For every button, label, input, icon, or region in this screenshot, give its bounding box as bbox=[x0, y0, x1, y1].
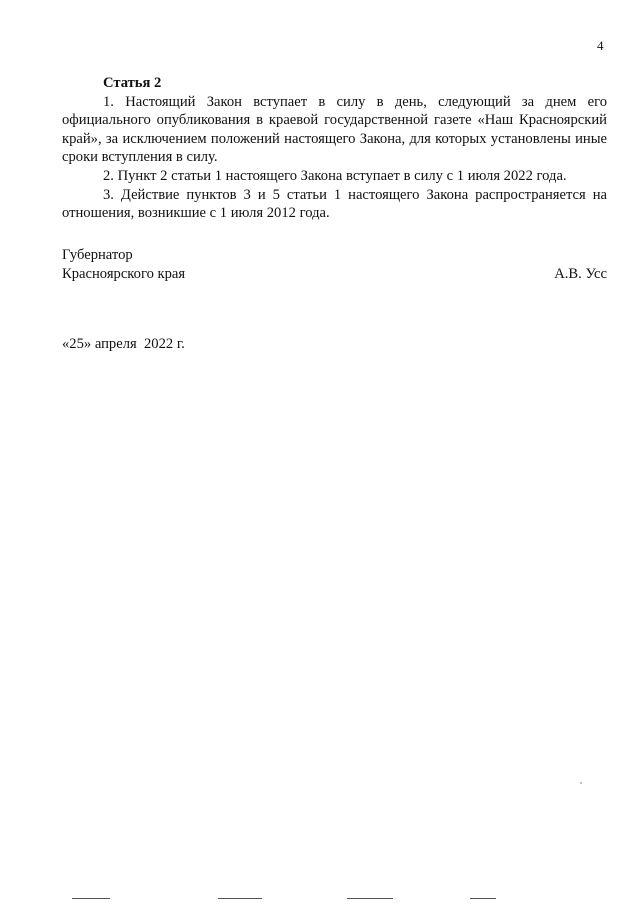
article-paragraph-3: 3. Действие пунктов 3 и 5 статьи 1 настоящего Закона распространяется на отношения, возникшие с 1 июля 2012 года. bbox=[62, 186, 607, 222]
article-paragraph-2: 2. Пункт 2 статьи 1 настоящего Закона вступает в силу с 1 июля 2022 года. bbox=[103, 167, 567, 184]
signing-date: «25» апреля 2022 г. bbox=[62, 336, 185, 352]
article-title: Статья 2 bbox=[103, 75, 162, 91]
signer-name: А.В. Усс bbox=[554, 266, 607, 282]
signer-position-line2: Красноярского края bbox=[62, 266, 186, 282]
signature-row bbox=[62, 265, 607, 284]
signer-position-line1: Губернатор bbox=[62, 247, 133, 263]
signature-block bbox=[62, 246, 607, 284]
scan-artifact-line bbox=[347, 898, 393, 899]
page-number: 4 bbox=[597, 38, 604, 53]
scan-artifact-speck bbox=[580, 782, 582, 784]
article-section bbox=[62, 74, 607, 223]
scan-artifact-line bbox=[218, 898, 262, 899]
scan-artifact-line bbox=[72, 898, 110, 899]
scan-artifact-line bbox=[470, 898, 496, 899]
article-paragraph-1: 1. Настоящий Закон вступает в силу в день, следующий за днем его официального опубликования в краевой государственной газете «Наш Красноярский край», за исключением положений настоящего Закона, для которых установлены иные сроки вступления в силу. bbox=[62, 93, 607, 166]
